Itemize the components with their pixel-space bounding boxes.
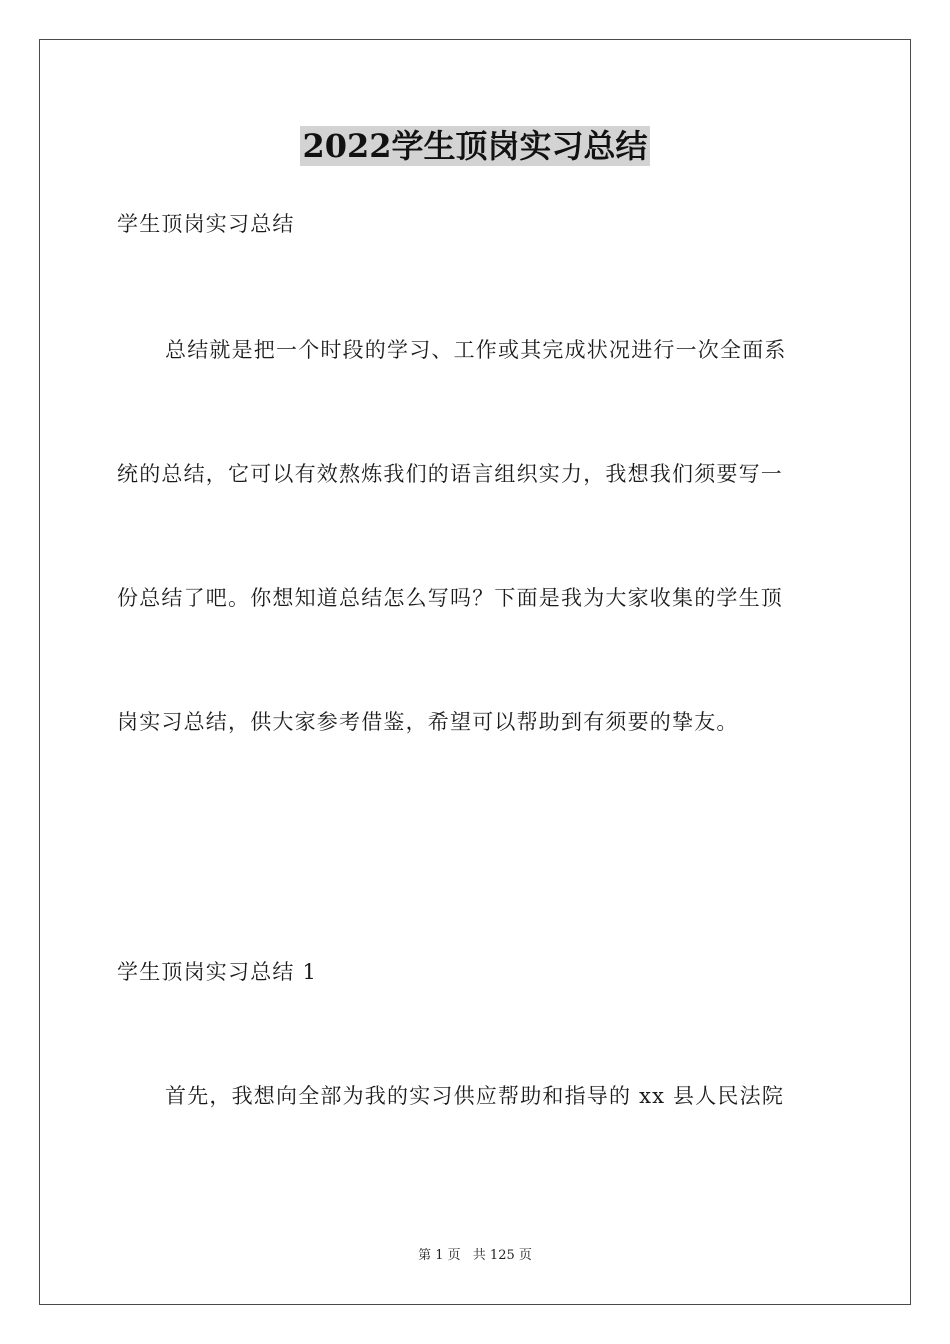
page-number: 第 1 页 bbox=[418, 1248, 461, 1263]
paragraph-line: 总结就是把一个时段的学习、工作或其完成状况进行一次全面系 bbox=[165, 338, 787, 362]
paragraph-line: 岗实习总结，供大家参考借鉴，希望可以帮助到有须要的挚友。 bbox=[117, 710, 739, 734]
paragraph-line: 份总结了吧。你想知道总结怎么写吗？下面是我为大家收集的学生顶 bbox=[117, 586, 783, 610]
document-title: 2022学生顶岗实习总结 bbox=[302, 127, 648, 165]
page-total: 共 125 页 bbox=[472, 1248, 532, 1263]
page-footer bbox=[0, 1247, 950, 1265]
section-heading: 学生顶岗实习总结 1 bbox=[117, 960, 318, 984]
paragraph-line: 统的总结，它可以有效熬炼我们的语言组织实力，我想我们须要写一 bbox=[117, 462, 783, 486]
section-heading: 学生顶岗实习总结 bbox=[117, 212, 295, 236]
paragraph-line: 首先，我想向全部为我的实习供应帮助和指导的 xx 县人民法院 bbox=[165, 1084, 785, 1108]
title-container bbox=[0, 126, 950, 166]
